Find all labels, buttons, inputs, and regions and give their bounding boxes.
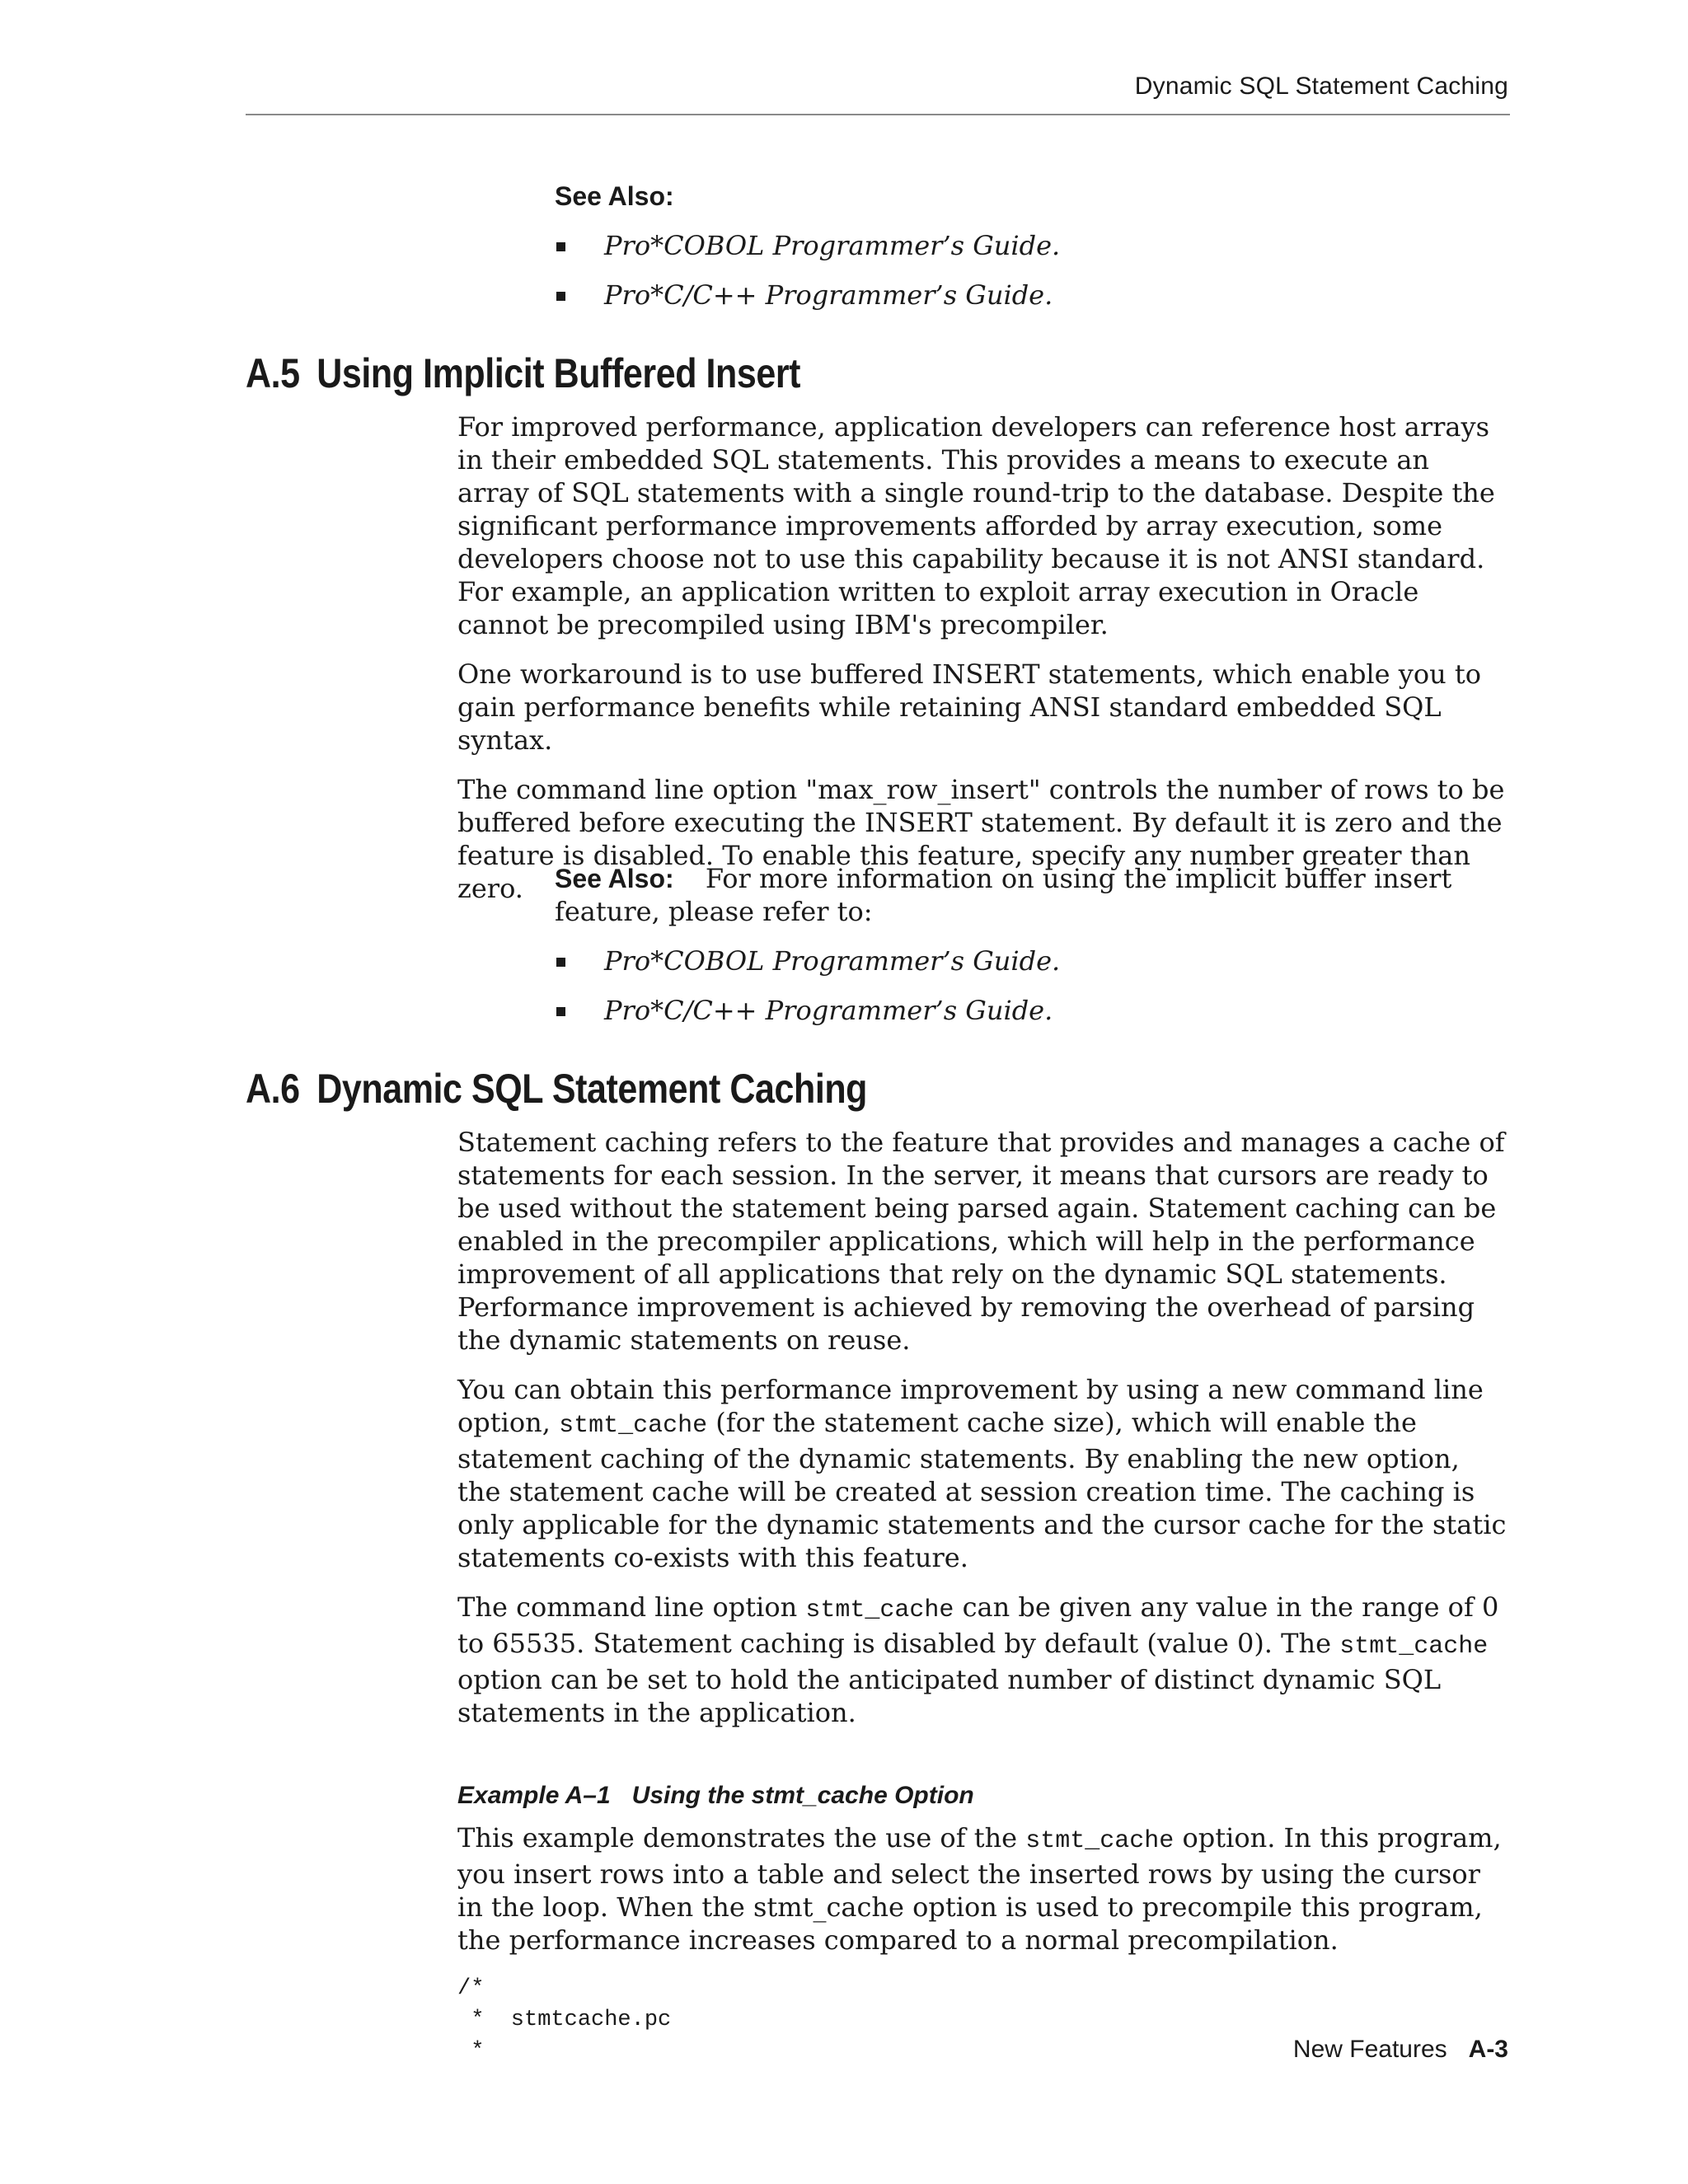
page-number: A-3 xyxy=(1468,2036,1508,2063)
see-also-label: See Also: xyxy=(555,181,674,211)
see-also-label: See Also: xyxy=(555,864,674,893)
see-also-item-text: Pro*COBOL Programmer’s Guide. xyxy=(604,230,1061,261)
section-number: A.6 xyxy=(246,1066,300,1112)
see-also-item xyxy=(555,944,1494,977)
text-run: option can be set to hold the anticipated number of distinct dynamic SQL statements in the application. xyxy=(457,1664,1442,1728)
example-caption: Using the stmt_cache Option xyxy=(631,1782,974,1809)
paragraph: The command line option "max_row_insert" controls the number of rows to be buffered before executing the INSERT statement. By default it is zero and the feature is disabled. To enable this feature, specify any number greater than zero. xyxy=(457,774,1505,904)
see-also-item-text: Pro*C/C++ Programmer’s Guide. xyxy=(604,279,1053,311)
inline-code: stmt_cache xyxy=(1339,1633,1489,1661)
footer-section: New Features xyxy=(1292,2036,1447,2063)
see-also-intro xyxy=(555,862,1494,928)
example-title xyxy=(457,1782,1508,1810)
paragraph xyxy=(457,1821,1508,1957)
paragraph: For improved performance, application developers can reference host arrays in their embedded SQL statements. This provides a means to execute an array of SQL statements with a single round-trip to the database. Despite the significant performance improvements afforded by array execution, some developers choose not to use this capability because it is not ANSI standard. For example, an application written to exploit array execution in Oracle cannot be precompiled using IBM's precompiler. xyxy=(457,411,1495,640)
see-also-item-text: Pro*COBOL Programmer’s Guide. xyxy=(604,945,1061,977)
section-title: Using Implicit Buffered Insert xyxy=(316,350,801,396)
see-also-item xyxy=(555,229,1494,262)
text-run: (for the statement cache size), which will enable the statement caching of the dynamic statements. By enabling the new option, the statement cache will be created at session creation time. The caching is only applicable for the dynamic statements and the cursor cache for the static statements co-exists with this feature. xyxy=(457,1407,1507,1573)
see-also-item xyxy=(555,994,1494,1027)
section-number: A.5 xyxy=(246,350,300,396)
bullet-icon xyxy=(556,242,565,251)
section-heading-a6 xyxy=(246,1065,867,1113)
text-run: can be given any value in the range of 0 to 65535. Statement caching is disabled by default (value 0). The xyxy=(457,1591,1499,1659)
paragraph: Statement caching refers to the feature that provides and manages a cache of statements for each session. In the server, it means that cursors are ready to be used without the statement being parsed again. Statement caching can be enabled in the precompiler applications, which will help in the performance improvement of all applications that rely on the dynamic SQL statements. Performance improvement is achieved by removing the overhead of parsing the dynamic statements on reuse. xyxy=(457,1127,1505,1356)
inline-code: stmt_cache xyxy=(559,1412,708,1440)
paragraph xyxy=(457,1591,1508,1729)
bullet-icon xyxy=(556,958,565,967)
inline-code: stmt_cache xyxy=(805,1596,954,1624)
header-rule xyxy=(246,114,1510,115)
section-a6-body xyxy=(457,1126,1508,2067)
see-also-note-2 xyxy=(555,862,1494,1027)
see-also-note-1 xyxy=(555,180,1494,312)
page-footer xyxy=(1293,2036,1508,2064)
running-header: Dynamic SQL Statement Caching xyxy=(1134,73,1508,100)
code-block: /* * stmtcache.pc * xyxy=(457,1976,672,2064)
paragraph xyxy=(457,1373,1508,1574)
example-label: Example A–1 xyxy=(457,1782,611,1809)
text-run: The command line option xyxy=(457,1591,806,1623)
section-heading-a5 xyxy=(246,349,800,397)
see-also-list xyxy=(555,944,1494,1027)
see-also-list xyxy=(555,229,1494,312)
see-also-text: For more information on using the implicit buffer insert feature, please refer to: xyxy=(555,863,1452,927)
text-run: You can obtain this performance improvement by using a new command line option, xyxy=(457,1374,1484,1438)
see-also-item-text: Pro*C/C++ Programmer’s Guide. xyxy=(604,995,1053,1026)
text-run: option. In this program, you insert rows into a table and select the inserted rows by using the cursor in the loop. When the stmt_cache option is used to precompile this program, the performance increases compared to a normal precompilation. xyxy=(457,1822,1502,1956)
section-a5-body xyxy=(457,410,1508,921)
inline-code: stmt_cache xyxy=(1025,1827,1175,1855)
bullet-icon xyxy=(556,292,565,301)
section-title: Dynamic SQL Statement Caching xyxy=(316,1066,868,1112)
see-also-item xyxy=(555,279,1494,312)
paragraph: One workaround is to use buffered INSERT statements, which enable you to gain performance benefits while retaining ANSI standard embedded SQL syntax. xyxy=(457,658,1482,756)
text-run: This example demonstrates the use of the xyxy=(457,1822,1026,1854)
bullet-icon xyxy=(556,1007,565,1016)
